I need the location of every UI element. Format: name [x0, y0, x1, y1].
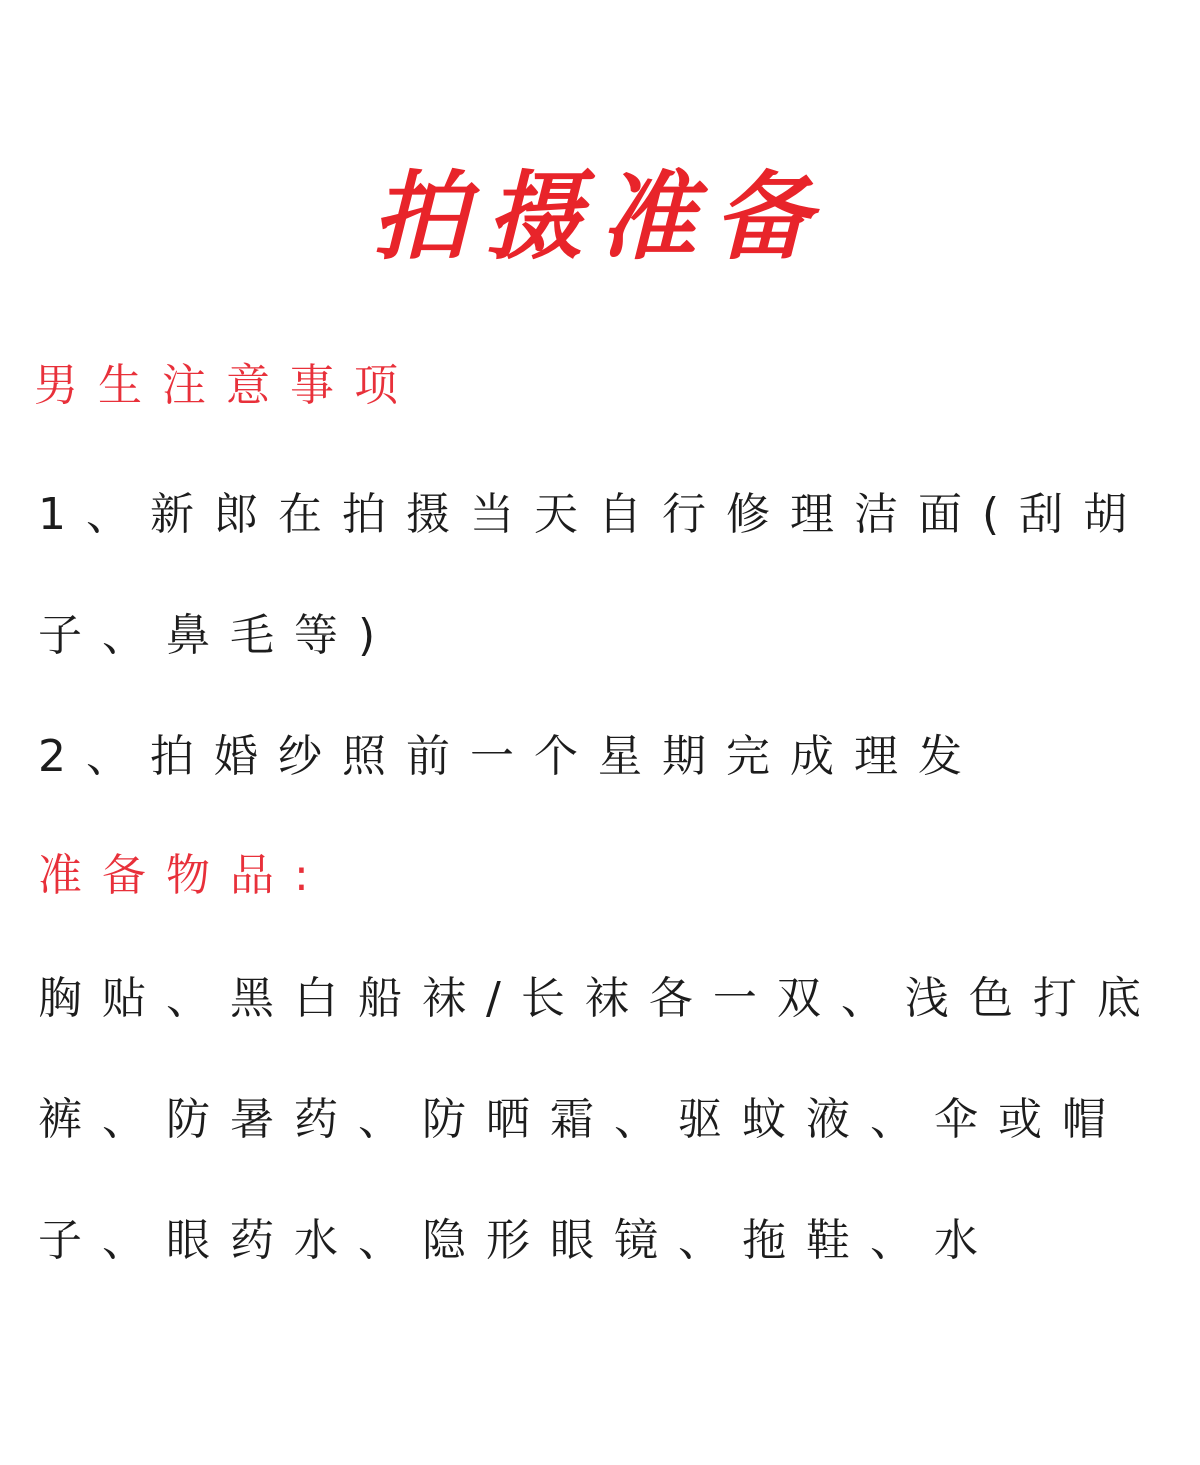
items-list	[38, 938, 1168, 1301]
page-title: 拍摄准备	[372, 161, 828, 274]
male-note-item-1-line-2: 子、鼻毛等)	[38, 610, 396, 661]
male-note-item-2	[38, 696, 1168, 817]
items-list-line-2: 裤、防暑药、防晒霜、驱蚊液、伞或帽	[38, 1094, 1126, 1145]
male-note-item-1-line-1: 1、新郎在拍摄当天自行修理洁面(刮胡	[38, 489, 1148, 540]
items-heading: 准备物品:	[38, 850, 329, 901]
items-list-line-1: 胸贴、黑白船袜/长袜各一双、浅色打底	[38, 973, 1161, 1024]
items-list-line-3: 子、眼药水、隐形眼镜、拖鞋、水	[38, 1215, 998, 1266]
male-notes-heading: 男生注意事项	[34, 360, 418, 411]
male-note-item-1	[38, 454, 1168, 696]
male-note-item-2-line: 2、拍婚纱照前一个星期完成理发	[38, 731, 982, 782]
